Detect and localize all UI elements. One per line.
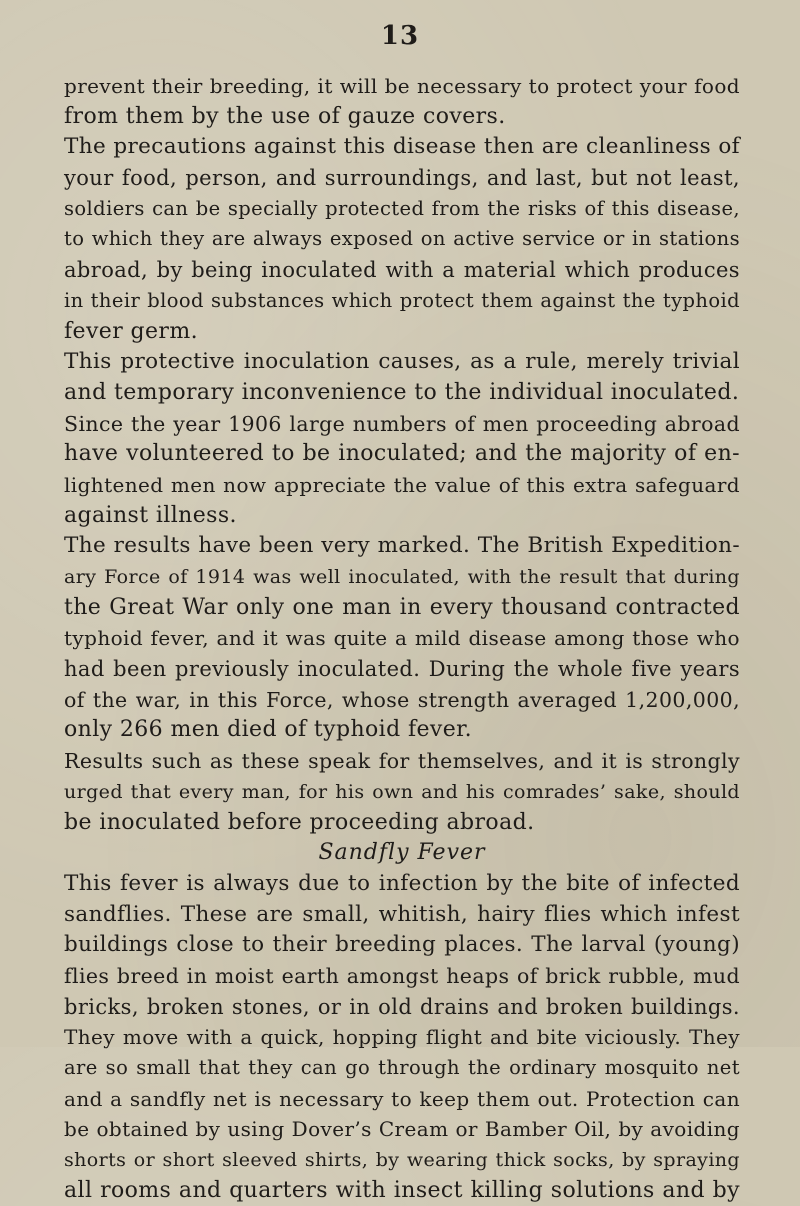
text-line: ary Force of 1914 was well inoculated, with the result that during [64,566,740,588]
text-line: be obtained by using Dover’s Cream or Bamber Oil, by avoiding [64,1117,740,1142]
text-line: your food, person, and surroundings, and last, but not least, [64,166,740,191]
text-line: the Great War only one man in every thousand contracted [64,594,740,620]
text-line: sandflies. These are small, whitish, hairy flies which infest [64,901,740,927]
text-line: The results have been very marked. The British Expedition- [64,533,740,559]
text-line: soldiers can be specially protected from the risks of this disease, [64,196,740,220]
text-line: all rooms and quarters with insect killing solutions and by [64,1177,740,1203]
text-line: have volunteered to be inoculated; and the majority of en- [64,441,740,467]
text-line: against illness. [64,502,237,528]
text-line: prevent their breeding, it will be necessary to protect your food [64,74,740,98]
text-line: Since the year 1906 large numbers of men proceeding abroad [64,411,740,436]
text-line: and a sandfly net is necessary to keep them out. Protection can [64,1086,740,1111]
text-line: abroad, by being inoculated with a material which produces [64,258,740,283]
text-line: to which they are always exposed on active service or in stations [64,227,740,251]
text-line: had been previously inoculated. During the whole five years [64,657,740,682]
text-line: Results such as these speak for themselves, and it is strongly [64,749,740,774]
text-line: typhoid fever, and it was quite a mild disease among those who [64,626,740,651]
text-line: are so small that they can go through the ordinary mosquito net [64,1056,740,1079]
section-heading: Sandfly Fever [318,840,486,866]
text-line: They move with a quick, hopping flight and bite viciously. They [64,1025,740,1050]
body-text [64,71,740,1206]
text-line: fever germ. [64,318,198,344]
text-line: from them by the use of gauze covers. [64,103,506,129]
text-line: bricks, broken stones, or in old drains and broken buildings. [64,994,740,1019]
text-line: The precautions against this disease then are cleanliness of [64,134,741,160]
text-line: flies breed in moist earth amongst heaps of brick rubble, mud [64,963,740,988]
text-line: only 266 men died of typhoid fever. [64,717,473,743]
text-line: shorts or short sleeved shirts, by wearing thick socks, by spraying [64,1149,740,1172]
text-line: and temporary inconvenience to the individual inoculated. [64,379,740,405]
text-line: be inoculated before proceeding abroad. [64,809,535,835]
text-line: of the war, in this Force, whose strength averaged 1,200,000, [64,687,740,712]
text-line: lightened men now appreciate the value of this extra safeguard [64,472,740,497]
text-line: This fever is always due to infection by the bite of infected [64,870,740,896]
text-line: in their blood substances which protect them against the typhoid [64,288,740,312]
text-line: buildings close to their breeding places. The larval (young) [64,932,740,958]
text-line: This protective inoculation causes, as a rule, merely trivial [64,349,740,375]
text-line: urged that every man, for his own and his comrades’ sake, should [64,780,740,803]
page-number: 13 [380,21,420,51]
